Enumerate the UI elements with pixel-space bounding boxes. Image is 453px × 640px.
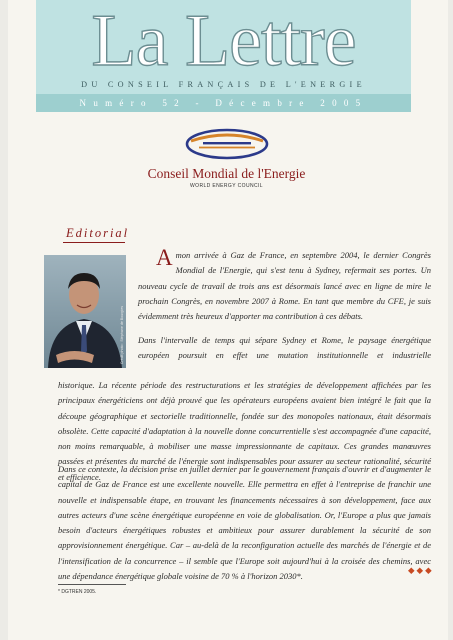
section-title: Editorial — [66, 226, 130, 240]
issue-label: Numéro 52 - Décembre 2005 — [79, 98, 368, 108]
organization-name: Conseil Mondial de l'Energie — [147, 166, 306, 181]
drop-cap: A — [156, 245, 173, 270]
author-photo — [44, 255, 126, 368]
masthead-subtitle: DU CONSEIL FRANÇAIS DE L'ENERGIE — [81, 80, 366, 89]
article-paragraph-3: historique. La récente période des restructurations et les stratégies de développement affichées par les principaux énergéticiens ont déjà prouvé que les opérateurs européens avaient bien intégré le fait que la découpe géographique et sectorielle traditionnelle, fondée sur des monopoles nationaux, était désormais obsolète. Cette capacité d'adaptation à la nouvelle donne concurrentielle s'est accompagnée d'une capacité, non moins remarquable, à mobiliser une masse impressionnante de capitaux. Ces grandes manœuvres passées et présentes du marché de l'énergie sont indispensables pour assurer au secteur rationalité, sécurité et efficience. — [58, 380, 431, 482]
footnote: * DGTREN 2005. — [58, 589, 97, 595]
paragraph-1-text: mon arrivée à Gaz de France, en septembre 2004, le dernier Congrès Mondial de l'Energie, qui s'est tenu à Sydney, refermait ses portes. Un nouveau cycle de travail de trois ans est désormais lancé avec en ligne de mire le prochain Congrès, en novembre 2007 à Rome. En tant que membre du CFE, je suis évidemment très heureux d'apporter ma contribution à ces débats. — [138, 250, 431, 322]
masthead — [36, 0, 411, 112]
world-energy-council-logo-icon — [185, 128, 269, 160]
article-paragraph-4: Dans ce contexte, la décision prise en juillet dernier par le gouvernement français d'ouvrir et d'augmenter le capital de Gaz de France est une excellente nouvelle. Elle permettra en effet à l'entreprise de franchir une nouvelle et indispensable étape, en trouvant les financements nécessaires à son développement, face aux autres acteurs d'une scène énergétique européenne en voie de globalisation. Or, l'Europe a plus que jamais besoin d'acteurs énergétiques robustes et ambitieux pour assurer durablement la sécurité de son approvisionnement énergétique. Car – au-delà de la reconfiguration actuelle des marchés de l'énergie et de l'intensification de la concurrence – il semble que l'Europe soit aujourd'hui à la croisée des chemins, avec une dépendance énergétique globale voisine de 70 % à l'horizon 2030*. — [58, 464, 431, 582]
section-rule — [63, 242, 125, 243]
article-paragraph-2: Dans l'intervalle de temps qui sépare Sydney et Rome, le paysage énergétique européen poursuit en effet une mutation institutionnelle et industrielle — [138, 335, 431, 361]
masthead-title: La Lettre — [91, 0, 356, 82]
organization-subtitle: WORLD ENERGY COUNCIL — [190, 183, 263, 189]
issue-band — [36, 94, 411, 112]
article-paragraph-1 — [138, 245, 431, 324]
portrait-image — [44, 255, 126, 368]
footnote-rule — [58, 584, 126, 585]
photo-credit: Crédit photo : Stéphane de Bourgies — [120, 305, 124, 364]
end-mark: ◆◆◆ — [408, 566, 434, 576]
